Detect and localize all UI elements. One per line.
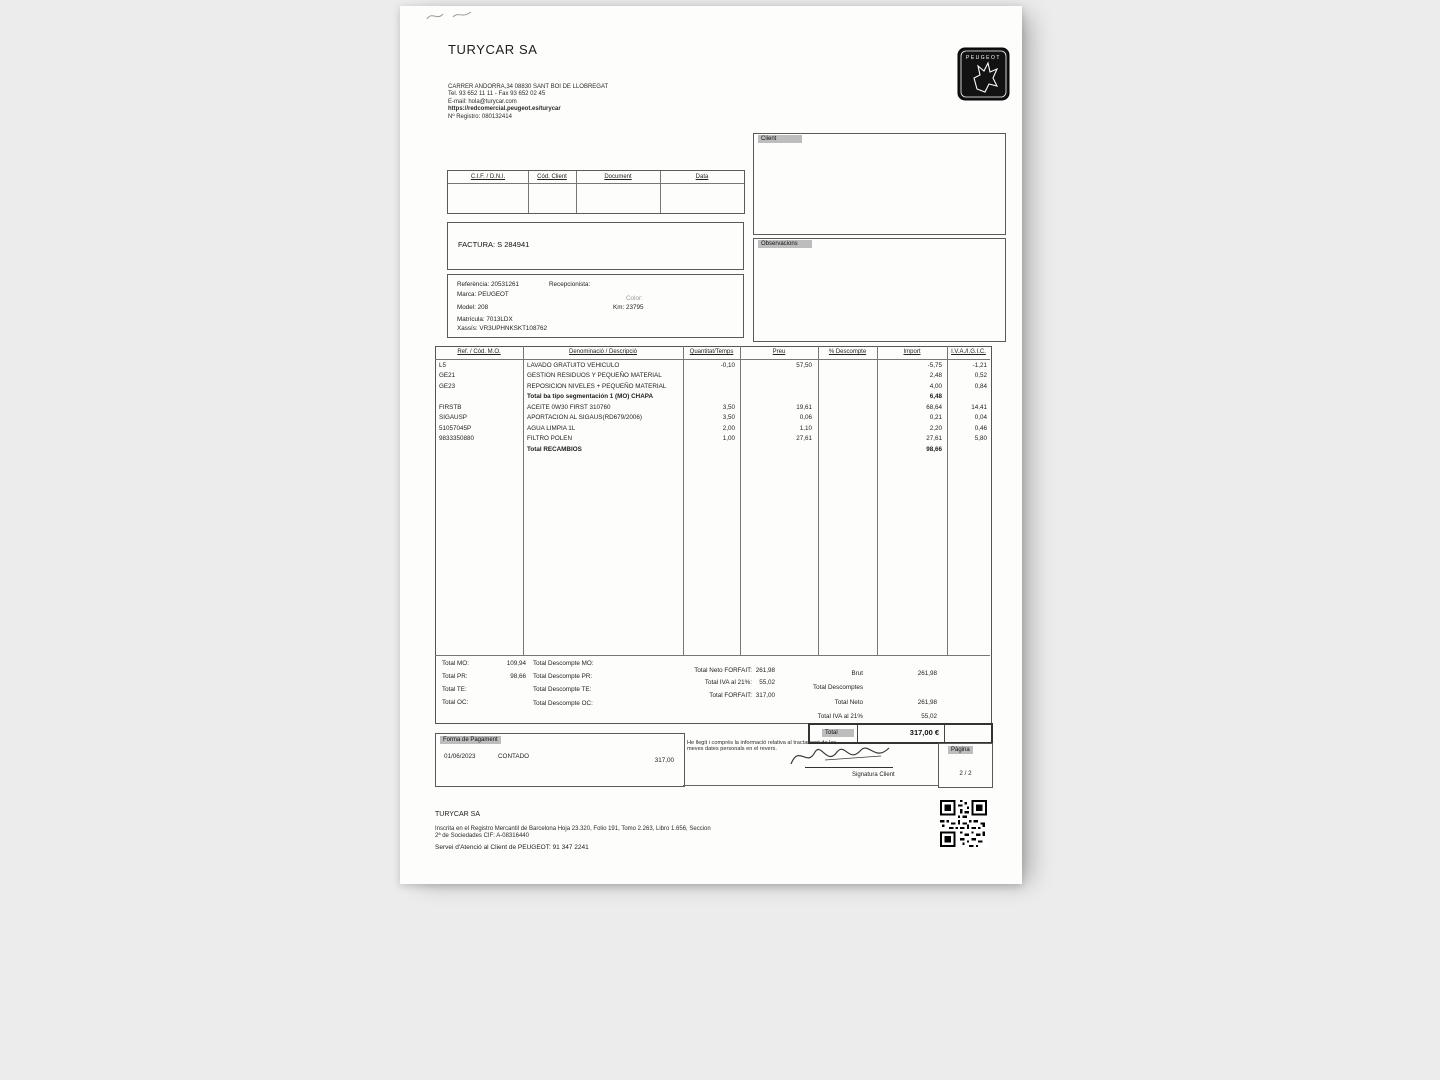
row-desc: GESTION RESIDUOS Y PEQUEÑO MATERIAL [527,372,662,379]
invoice-page [400,6,1022,884]
row-vat: 0,46 [974,425,987,432]
row-amount: 2,48 [929,372,942,379]
logo-brand-text: PEUGEOT [966,55,1001,61]
row-desc: APORTACION AL SIGAUS(RD679/2006) [527,414,643,421]
id-table-header-cif: C.I.F. / D.N.I. [470,174,506,180]
id-table [447,170,745,214]
row-amount: 2,20 [929,425,942,432]
vehicle-km: Km: 23795 [613,304,644,311]
id-table-header-codclient: Cód. Client [537,174,567,180]
vehicle-vin: Xassís: VR3UPHNKSKT108762 [457,325,547,332]
row-desc: ACEITE 0W30 FIRST 310760 [527,404,611,411]
row-desc: REPOSICION NIVELES + PEQUEÑO MATERIAL [527,383,667,390]
total-forfait-value: 317,00 [755,692,775,699]
client-box-label: Client [758,135,802,143]
address-line: Tel. 93 652 11 11 - Fax 93 652 02 45 [448,91,546,98]
total-iva-forfait-label: Total IVA al 21%: [704,679,752,686]
handwritten-mark [425,8,485,24]
client-box [753,133,1006,235]
row-vat: 0,04 [974,414,987,421]
id-table-header-document: Document [604,174,632,180]
total-neto-value: 261,98 [917,699,937,706]
row-ref: 51057045P [439,425,472,432]
payment-method: CONTADO [498,753,530,760]
observations-box [753,238,1006,342]
total-iva-value: 55,02 [921,713,937,720]
row-desc: FILTRO POLEN [527,435,573,442]
brut-label: Brut [851,670,863,677]
items-header-discount: % Descompte [828,349,867,355]
payment-box [435,733,685,787]
footer-customer-service: Servei d'Atenció al Client de PEUGEOT: 91 347 2241 [435,844,589,851]
id-table-header-data: Data [695,174,709,180]
vehicle-plate: Matrícula: 7013LDX [457,316,513,323]
items-summary-divider [435,655,990,656]
grand-total-label: Total [822,729,854,737]
peugeot-logo [957,47,1010,101]
vehicle-color: Color: [626,295,643,302]
row-ref: L5 [439,362,447,369]
row-price: 57,50 [796,362,812,369]
footer-registry-line: Inscrita en el Registro Mercantil de Barcelona Hoja 23.320, Folio 191, Tomo 2.263, Libro 1.656, Seccion [435,826,711,832]
items-header-vat: I.V.A./I.G.I.C. [951,349,986,355]
row-vat: 0,52 [974,372,987,379]
address-line: Nº Registro: 080132414 [448,113,512,120]
table-row [435,383,990,393]
row-ref: GE23 [439,383,456,390]
total-descompte-mo-label: Total Descompte MO: [533,660,594,667]
grand-total-value: 317,00 € [909,728,939,737]
total-mo-label: Total MO: [442,660,469,667]
footer-registry-line: 2ª de Sociedades CIF: A-08316440 [435,832,529,839]
row-qty: 3,50 [722,404,735,411]
payment-date: 01/06/2023 [444,753,476,760]
address-line: E-mail: hola@turycar.com [448,98,517,105]
table-row-subtotal [435,393,990,403]
id-table-divider [660,171,661,213]
total-iva-forfait-value: 55,02 [759,679,775,686]
row-amount: 27,61 [926,435,942,442]
invoice-title: FACTURA: S 284941 [458,240,530,249]
privacy-disclaimer-line: personals en el revers. [720,746,777,753]
row-ref: FIRSTB [439,404,462,411]
qr-code [940,800,987,847]
row-ref: GE21 [439,372,456,379]
row-ref: SIGAUSP [439,414,467,421]
row-desc: AGUA LIMPIA 1L [527,425,576,432]
items-header-divider [435,359,990,360]
address-line-website: https://redcomercial.peugeot.es/turycar [448,106,561,113]
company-address-block [448,84,608,121]
footer-company: TURYCAR SA [435,811,480,818]
vehicle-reference: Referència: 20531261 [457,281,519,288]
row-qty: 2,00 [722,425,735,432]
row-price: 27,61 [796,435,812,442]
payment-header: Forma de Pagament [440,736,501,744]
footer-registry [435,826,711,840]
total-neto-forfait-value: 261,98 [755,667,775,674]
row-price: 19,61 [796,404,812,411]
page-label: Pàgina [948,746,973,754]
total-descompte-pr-label: Total Descompte PR: [533,673,593,680]
signature-line [805,767,893,768]
vehicle-info-box [447,274,744,338]
row-amount: 4,00 [929,383,942,390]
row-amount: -5,75 [927,362,942,369]
total-pr-value: 98,66 [510,673,526,680]
vehicle-brand: Marca: PEUGEOT [457,291,509,298]
table-row [435,435,990,445]
row-qty: -0,10 [720,362,735,369]
row-desc: LAVADO GRATUITO VEHICULO [527,362,620,369]
total-oc-label: Total OC: [442,699,469,706]
address-line: CARRER ANDORRA,34 08830 SANT BOI DE LLOBREGAT [448,84,609,90]
items-header-price: Preu [772,349,786,355]
observations-box-label: Observacions [758,240,812,248]
total-pr-label: Total PR: [442,673,468,680]
signature-area-bottom-border [683,785,938,786]
signature-label: Signatura Client [852,772,895,778]
items-header-qty: Quantitat/Temps [689,349,734,355]
row-vat: -1,21 [972,362,987,369]
row-qty: 1,00 [722,435,735,442]
table-row [435,372,990,382]
row-vat: 5,80 [974,435,987,442]
vehicle-receptionist: Recepcionista: [549,281,591,288]
payment-amount: 317,00 [654,757,674,764]
total-neto-forfait-label: Total Neto FORFAIT: [694,667,752,674]
row-amount: 68,64 [926,404,942,411]
total-descomptes-label: Total Descomptes [812,684,863,691]
row-vat: 0,84 [974,383,987,390]
table-row [435,425,990,435]
total-iva-label: Total IVA al 21% [817,713,863,720]
table-row [435,362,990,372]
row-amount: 98,66 [926,446,942,453]
row-price: 1,10 [799,425,812,432]
total-neto-label: Total Neto [834,699,863,706]
row-desc: Total RECAMBIOS [527,446,582,453]
brut-value: 261,98 [917,670,937,677]
privacy-disclaimer-line: He llegit i comprès la informació relativa al tractament de les meves dates [687,740,837,753]
page-number-box [938,743,993,788]
total-mo-value: 109,94 [506,660,526,667]
id-table-divider [528,171,529,213]
items-header-amount: Import [903,349,921,355]
items-header-ref: Ref. / Cód. M.O. [457,349,501,355]
total-te-label: Total TE: [442,686,467,693]
id-table-divider [576,171,577,213]
id-table-header-divider [448,183,744,184]
table-row [435,414,990,424]
row-ref: 9833350880 [439,435,475,442]
total-descompte-te-label: Total Descompte TE: [533,686,592,693]
table-row-subtotal [435,446,990,456]
row-qty: 3,50 [722,414,735,421]
total-descompte-oc-label: Total Descompte OC: [533,700,593,707]
row-desc: Total ba tipo segmentación 1 (MO) CHAPA [527,393,654,400]
invoice-number-box [447,222,744,270]
table-row [435,404,990,414]
total-forfait-label: Total FORFAIT: [709,692,752,699]
items-header-desc: Denominació / Descripció [568,349,638,355]
row-amount: 0,21 [929,414,942,421]
page-value: 2 / 2 [959,770,972,777]
row-amount: 6,48 [929,393,942,400]
row-vat: 14,41 [971,404,987,411]
vehicle-model: Model: 208 [457,304,489,311]
company-name: TURYCAR SA [448,42,538,57]
row-price: 0,06 [799,414,812,421]
